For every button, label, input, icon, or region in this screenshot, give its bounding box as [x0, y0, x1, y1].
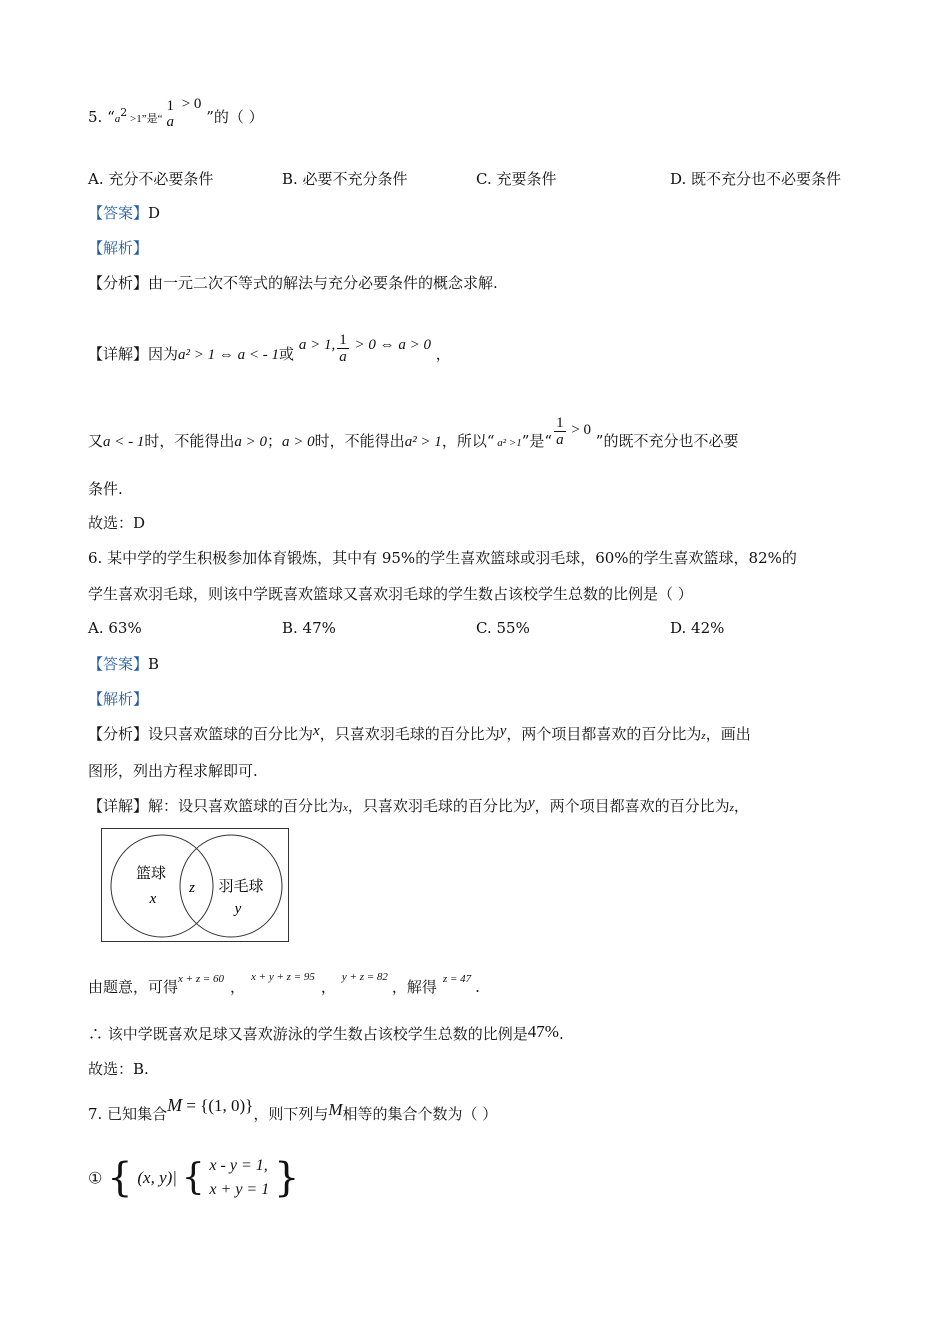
set-close-brace: }	[274, 1155, 300, 1201]
venn-left-label: 篮球	[135, 866, 167, 882]
q6-equations: 由题意，可得$^{x + z = 60}$ ，$^{x + y + z = 95}$，$^{y + z = 82}$，解得 $^{z = 47}$ .	[88, 971, 480, 996]
venn-diagram	[101, 828, 289, 942]
q5-answer: 【答案】D	[88, 204, 161, 222]
q5-option-c: C. 充要条件	[476, 170, 557, 188]
venn-left-var: x	[149, 891, 157, 907]
q6-option-d: D. 42%	[670, 619, 725, 637]
venn-diagram-svg	[101, 828, 289, 942]
q7-item1	[88, 1154, 299, 1208]
q6-option-b: B. 47%	[282, 619, 336, 637]
venn-right-label: 羽毛球	[218, 879, 264, 895]
q6-analysis-tag: 【解析】	[88, 690, 149, 708]
q6-answer: 【答案】B	[88, 655, 160, 673]
q5-choose: 故选：D	[88, 514, 146, 532]
q5-fenxi: 【分析】由一元二次不等式的解法与充分必要条件的概念求解.	[88, 274, 498, 292]
q6-conclusion: ∴ 该中学既喜欢足球又喜欢游泳的学生数占该校学生总数的比例是47%.	[88, 1022, 564, 1043]
q5-detail-line2: 又a < - 1时，不能得出a > 0；a > 0时，不能得出a² > 1，所以“ a² >1”是“ $\frac{1}{a}$ > 0 ”的既不充分也不必要	[88, 415, 739, 450]
q6-choose: 故选：B.	[88, 1060, 149, 1078]
q6-fenxi-line2: 图形，列出方程求解即可.	[88, 762, 258, 780]
q6-fenxi: 【分析】设只喜欢篮球的百分比为x，只喜欢羽毛球的百分比为y，两个项目都喜欢的百分比为z，画出	[88, 723, 751, 743]
q5-option-a: A. 充分不必要条件	[88, 170, 214, 188]
system-brace: {	[181, 1157, 205, 1198]
q6-stem-line2: 学生喜欢羽毛球，则该中学既喜欢篮球又喜欢羽毛球的学生数占该校学生总数的比例是（ ）	[88, 585, 693, 603]
venn-mid-var: z	[189, 880, 195, 896]
q6-xiangjie: 【详解】解：设只喜欢篮球的百分比为x，只喜欢羽毛球的百分比为y，两个项目都喜欢的百分比为z，	[88, 795, 749, 815]
q7-item1-eq1: x - y = 1,	[209, 1157, 268, 1174]
q5-stem: 5. “$a^2 >1$”是“ 1 a > 0 ”的（ ）	[88, 96, 264, 130]
q7-item1-system	[209, 1154, 269, 1202]
venn-circle-basketball	[111, 835, 213, 937]
q6-option-a: A. 63%	[88, 619, 142, 637]
q5-option-d: D. 既不充分也不必要条件	[670, 170, 842, 188]
q6-option-c: C. 55%	[476, 619, 530, 637]
q7-item1-label: ①	[88, 1168, 103, 1188]
q7-item1-set: (x, y)|	[137, 1168, 177, 1187]
q6-stem-line1: 6. 某中学的学生积极参加体育锻炼，其中有 95%的学生喜欢篮球或羽毛球，60%的学生喜欢篮球，82%的	[88, 549, 797, 567]
q5-option-b: B. 必要不充分条件	[282, 170, 408, 188]
set-open-brace: {	[107, 1155, 133, 1201]
q7-item1-eq2: x + y = 1	[209, 1181, 270, 1198]
q7-stem: 7. 已知集合M = {(1, 0)}，则下列与M相等的集合个数为（ ）	[88, 1095, 498, 1123]
venn-right-var: y	[234, 901, 242, 917]
q5-xiangjie: 【详解】因为a² > 1 ⇔ a < - 1或 a > 1, $\frac{1}{a}$ > 0 ⇔ a > 0 ，	[88, 332, 451, 365]
q5-analysis-tag: 【解析】	[88, 239, 149, 257]
q5-detail-line3: 条件.	[88, 480, 123, 498]
